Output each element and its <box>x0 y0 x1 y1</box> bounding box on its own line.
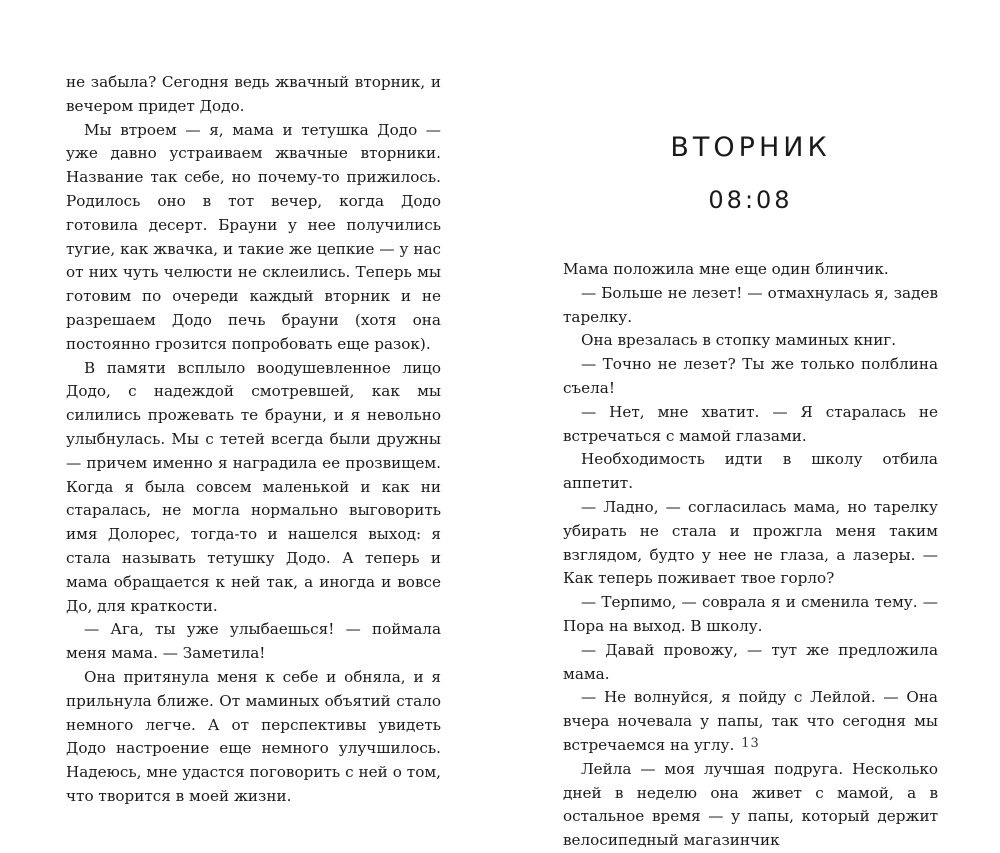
paragraph: Она врезалась в стопку маминых книг. <box>581 331 897 350</box>
paragraph: — Терпимо, — соврала я и сменила тему. — Пора на выход. В школу. <box>563 593 938 635</box>
paragraph: — Не волнуйся, я пойду с Лейлой. — Она вчера ночевала у папы, так что сегодня мы встречаемся на углу. <box>563 688 938 754</box>
paragraph: В памяти всплыло воодушевленное лицо Додо, с надеждой смотревшей, как мы силились прожевать те брауни, и я невольно улыбнулась. Мы с тетей всегда были дружны — причем именно я наградила ее прозвищем. Когда я была совсем маленькой и как ни старалась, не могла нормально выговорить имя Долорес, тогда-то и нашелся выход: я стала называть тетушку Додо. А теперь и мама обращается к ней так, а иногда и вовсе До, для краткости. <box>66 358 441 615</box>
paragraph: Мама положила мне еще один блинчик. <box>563 260 889 278</box>
paragraph: — Точно не лезет? Ты же только полблина съела! <box>563 355 938 397</box>
paragraph: не забыла? Сегодня ведь жвачный вторник, и вечером придет Додо. <box>66 73 441 115</box>
right-page-text <box>563 258 938 853</box>
right-page <box>500 0 1000 850</box>
left-page <box>0 0 500 805</box>
paragraph: Мы втроем — я, мама и тетушка Додо — уже давно устраиваем жвачные вторники. Название так себе, но почему-то прижилось. Родилось оно в тот вечер, когда Додо готовила десерт. Брауни у нее получились тугие, как жвачка, и такие же цепкие — у нас от них чуть челюсти не склеились. Теперь мы готовим по очереди каждый вторник и не разрешаем Додо печь брауни (хотя она постоянно грозится попробовать еще разок). <box>66 120 441 353</box>
paragraph: — Давай провожу, — тут же предложила мама. <box>563 640 938 683</box>
paragraph: Необходимость идти в школу отбила аппетит. <box>563 450 938 493</box>
paragraph: — Больше не лезет! — отмахнулась я, задев тарелку. <box>563 283 938 326</box>
paragraph: Она притянула меня к себе и обняла, и я прильнула ближе. От маминых объятий стало немного легче. А от перспективы увидеть Додо настроение еще немного улучшилось. Надеюсь, мне удастся поговорить с ней о том, что творится в моей жизни. <box>66 667 441 805</box>
left-page-text <box>66 71 441 809</box>
paragraph: — Ага, ты уже улыбаешься! — поймала меня мама. — Заметила! <box>66 620 441 663</box>
chapter-title: ВТОРНИК <box>670 132 831 163</box>
chapter-time: 08:08 <box>708 186 793 214</box>
page-number: 13 <box>741 736 760 751</box>
paragraph: — Ладно, — согласилась мама, но тарелку убирать не стала и прожгла меня таким взглядом, будто у нее не глаза, а лазеры. — Как теперь поживает твое горло? <box>563 497 938 588</box>
paragraph: Лейла — моя лучшая подруга. Несколько дней в неделю она живет с мамой, а в остальное время — у папы, который держит велосипедный магазинчик <box>563 759 938 850</box>
paragraph: — Нет, мне хватит. — Я старалась не встречаться с мамой глазами. <box>563 402 938 445</box>
